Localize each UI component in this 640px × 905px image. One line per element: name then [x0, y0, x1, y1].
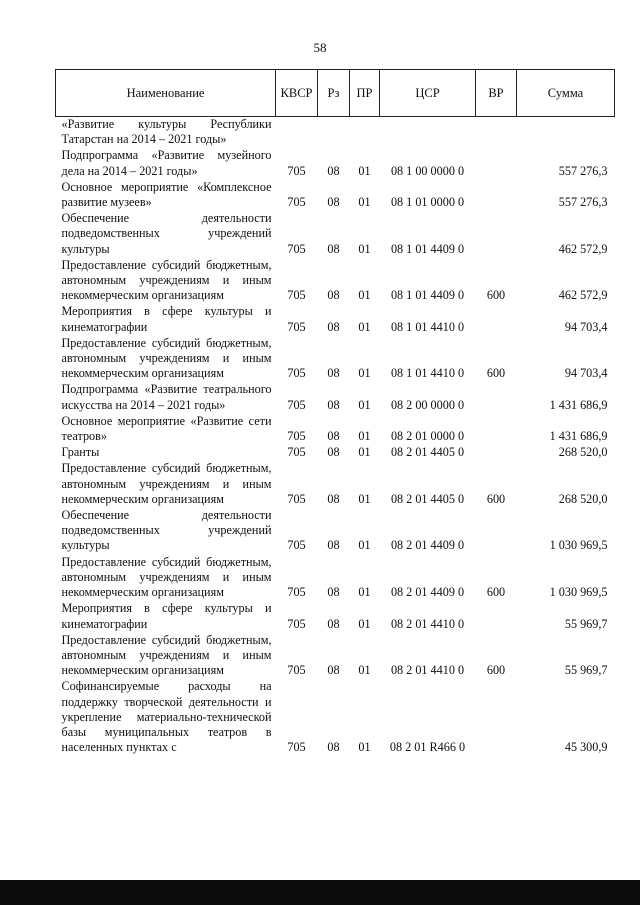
cell-sum: 1 431 686,9: [549, 397, 608, 412]
cell-vr: [476, 117, 517, 149]
cell-pr: 01: [358, 195, 371, 210]
cell-pr: 01: [358, 288, 371, 303]
cell-rz: [318, 117, 350, 149]
cell-csr: 08 2 01 0000 0: [390, 429, 465, 444]
cell-name: Предоставление субсидий бюджетным, автономным учреждениям и иным некоммерческим организациям: [61, 461, 272, 506]
cell-name: Подпрограмма «Развитие музейного дела на 2014 – 2021 годы»: [61, 148, 272, 178]
table-header: [56, 70, 615, 117]
cell-kvsr: 705: [287, 491, 306, 506]
cell-csr: 08 1 01 4410 0: [390, 319, 465, 334]
cell-kvsr: 705: [287, 366, 306, 381]
cell-sum: 557 276,3: [558, 195, 608, 210]
cell-sum: [517, 117, 615, 149]
cell-kvsr: 705: [287, 241, 306, 256]
cell-sum: 268 520,0: [558, 445, 608, 460]
cell-csr: 08 2 01 4405 0: [390, 491, 465, 506]
cell-csr: 08 2 01 4409 0: [390, 538, 465, 553]
cell-vr: [476, 148, 517, 179]
cell-rz: 08: [327, 445, 340, 460]
cell-pr: 01: [358, 585, 371, 600]
header-pr: ПР: [350, 70, 380, 117]
table-row: [56, 211, 615, 258]
cell-kvsr: 705: [287, 163, 306, 178]
cell-kvsr: 705: [287, 319, 306, 334]
cell-vr: [476, 601, 517, 632]
table-body: [56, 117, 615, 757]
table-row: [56, 336, 615, 383]
cell-rz: 08: [327, 397, 340, 412]
cell-name: Предоставление субсидий бюджетным, автономным учреждениям и иным некоммерческим организациям: [61, 632, 272, 678]
cell-sum: 1 431 686,9: [549, 429, 608, 444]
cell-pr: 01: [358, 163, 371, 178]
cell-rz: 08: [327, 195, 340, 210]
cell-kvsr: 705: [287, 397, 306, 412]
cell-csr: 08 1 01 4409 0: [390, 241, 465, 256]
table-row: [56, 304, 615, 335]
cell-name: Гранты: [61, 445, 100, 460]
cell-pr: [350, 117, 380, 149]
cell-pr: 01: [358, 319, 371, 334]
header-sum: Сумма: [517, 70, 615, 117]
budget-table-container: [55, 69, 614, 756]
cell-vr: 600: [486, 288, 506, 303]
cell-rz: 08: [327, 163, 340, 178]
cell-name: «Развитие культуры Республики Татарстан на 2014 – 2021 годы»: [61, 117, 272, 147]
cell-csr: 08 2 01 4410 0: [390, 616, 465, 631]
cell-name: Предоставление субсидий бюджетным, автономным учреждениям и иным некоммерческим организациям: [61, 554, 272, 600]
cell-vr: [476, 414, 517, 445]
cell-pr: 01: [358, 366, 371, 381]
cell-sum: 1 030 969,5: [549, 585, 608, 600]
cell-kvsr: 705: [287, 585, 306, 600]
cell-pr: 01: [358, 429, 371, 444]
cell-vr: [476, 211, 517, 258]
table-row: [56, 555, 615, 602]
cell-sum: 268 520,0: [558, 491, 608, 506]
header-row: [56, 70, 615, 117]
cell-vr: 600: [486, 585, 506, 600]
cell-rz: 08: [327, 740, 340, 755]
cell-rz: 08: [327, 241, 340, 256]
table-row: [56, 180, 615, 211]
cell-kvsr: 705: [287, 616, 306, 631]
cell-csr: [380, 117, 476, 149]
table-row: [56, 633, 615, 680]
cell-sum: 94 703,4: [564, 319, 608, 334]
cell-sum: 1 030 969,5: [549, 538, 608, 553]
table-row: [56, 148, 615, 179]
cell-pr: 01: [358, 538, 371, 553]
cell-csr: 08 2 01 4410 0: [390, 663, 465, 678]
cell-name: Основное мероприятие «Развитие сети театров»: [61, 413, 272, 444]
table-row: [56, 414, 615, 445]
cell-kvsr: 705: [287, 429, 306, 444]
cell-vr: 600: [486, 491, 506, 506]
cell-pr: 01: [358, 397, 371, 412]
cell-sum: 94 703,4: [564, 366, 608, 381]
header-rz: Рз: [318, 70, 350, 117]
table-row: [56, 601, 615, 632]
cell-name: Мероприятия в сфере культуры и кинематографии: [61, 304, 272, 334]
cell-rz: 08: [327, 366, 340, 381]
cell-name: Подпрограмма «Развитие театрального искусства на 2014 – 2021 годы»: [61, 382, 272, 412]
cell-kvsr: 705: [287, 538, 306, 553]
cell-name: Предоставление субсидий бюджетным, автономным учреждениям и иным некоммерческим организациям: [61, 257, 272, 303]
cell-vr: [476, 304, 517, 335]
table-row: [56, 461, 615, 508]
cell-sum: 462 572,9: [558, 241, 608, 256]
header-vr: ВР: [476, 70, 517, 117]
cell-kvsr: 705: [287, 195, 306, 210]
table-row: [56, 508, 615, 555]
cell-csr: 08 1 01 4409 0: [390, 288, 465, 303]
cell-pr: 01: [358, 241, 371, 256]
cell-sum: 55 969,7: [564, 663, 608, 678]
budget-table: [55, 69, 615, 756]
cell-csr: 08 2 01 4409 0: [390, 585, 465, 600]
cell-sum: 462 572,9: [558, 288, 608, 303]
table-row: [56, 679, 615, 756]
cell-kvsr: 705: [287, 288, 306, 303]
header-csr: ЦСР: [380, 70, 476, 117]
cell-name: Основное мероприятие «Комплексное развитие музеев»: [61, 179, 272, 210]
cell-name: Обеспечение деятельности подведомственных учреждений культуры: [61, 508, 272, 553]
cell-csr: 08 2 00 0000 0: [390, 397, 465, 412]
cell-rz: 08: [327, 663, 340, 678]
cell-vr: 600: [486, 663, 506, 678]
cell-pr: 01: [358, 663, 371, 678]
cell-vr: 600: [486, 366, 506, 381]
cell-name: Предоставление субсидий бюджетным, автономным учреждениям и иным некоммерческим организациям: [61, 335, 272, 381]
table-row: [56, 445, 615, 461]
header-name: Наименование: [56, 70, 276, 117]
cell-rz: 08: [327, 585, 340, 600]
cell-rz: 08: [327, 616, 340, 631]
cell-rz: 08: [327, 491, 340, 506]
cell-csr: 08 1 01 0000 0: [390, 195, 465, 210]
cell-kvsr: 705: [287, 740, 306, 755]
cell-vr: [476, 382, 517, 413]
cell-pr: 01: [358, 740, 371, 755]
cell-pr: 01: [358, 491, 371, 506]
cell-vr: [476, 445, 517, 461]
cell-rz: 08: [327, 319, 340, 334]
cell-pr: 01: [358, 445, 371, 460]
scan-bottom-edge: [0, 880, 640, 905]
cell-name: Софинансируемые расходы на поддержку творческой деятельности и укрепление материально-технической базы муниципальных театров в населенных пунктах с: [61, 679, 272, 755]
cell-rz: 08: [327, 429, 340, 444]
cell-sum: 55 969,7: [564, 616, 608, 631]
cell-vr: [476, 679, 517, 756]
cell-name: Обеспечение деятельности подведомственных учреждений культуры: [61, 211, 272, 256]
cell-sum: 45 300,9: [564, 740, 608, 755]
cell-csr: 08 2 01 R466 0: [389, 740, 466, 755]
table-row: [56, 117, 615, 149]
cell-name: Мероприятия в сфере культуры и кинематографии: [61, 601, 272, 631]
page-number: 58: [313, 40, 327, 55]
cell-kvsr: 705: [287, 663, 306, 678]
cell-kvsr: [276, 117, 318, 149]
cell-rz: 08: [327, 538, 340, 553]
cell-vr: [476, 180, 517, 211]
cell-vr: [476, 508, 517, 555]
header-kvsr: КВСР: [276, 70, 318, 117]
cell-csr: 08 1 01 4410 0: [390, 366, 465, 381]
cell-pr: 01: [358, 616, 371, 631]
cell-kvsr: 705: [287, 445, 306, 460]
cell-csr: 08 2 01 4405 0: [390, 445, 465, 460]
cell-csr: 08 1 00 0000 0: [390, 163, 465, 178]
table-row: [56, 382, 615, 413]
cell-sum: 557 276,3: [558, 163, 608, 178]
cell-rz: 08: [327, 288, 340, 303]
table-row: [56, 258, 615, 305]
